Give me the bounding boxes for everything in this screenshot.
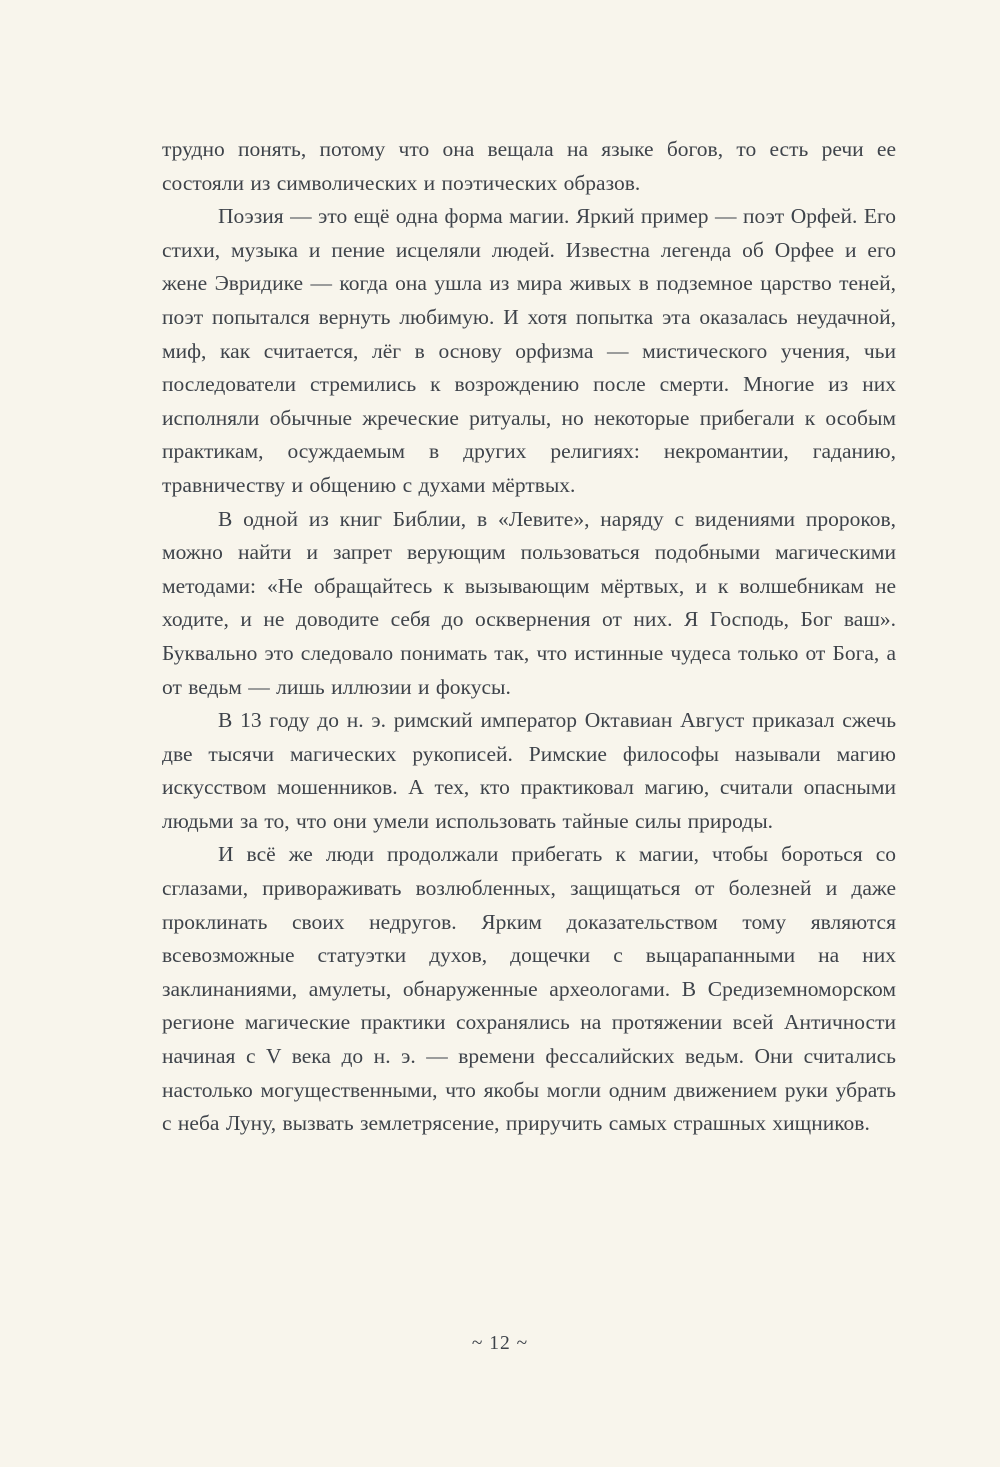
- paragraph: В 13 году до н. э. римский император Октавиан Август приказал сжечь две тысячи магических рукописей. Римские философы называли магию искусством мошенников. А тех, кто практиковал магию, считали опасными людьми за то, что они умели использовать тайные силы природы.: [162, 708, 896, 833]
- paragraph: В одной из книг Библии, в «Левите», наряду с видениями пророков, можно найти и запрет верующим пользоваться подобными магическими методами: «Не обращайтесь к вызывающим мёртвых, и к волшебникам не ходите, и не доводите себя до осквернения от них. Я Господь, Бог ваш». Буквально это следовало понимать так, что истинные чудеса только от Бога, а от ведьм — лишь иллюзии и фокусы.: [162, 506, 896, 699]
- paragraph: И всё же люди продолжали прибегать к магии, чтобы бороться со сглазами, привораживать возлюбленных, защищаться от болезней и даже проклинать своих недругов. Ярким доказательством тому являются всевозможные статуэтки духов, дощечки с выцарапанными на них заклинаниями, амулеты, обнаруженные археологами. В Средиземноморском регионе магические практики сохранялись на протяжении всей Античности начиная с V века до н. э. — времени фессалийских ведьм. Они считались настолько могущественными, что якобы могли одним движением руки убрать с неба Луну, вызвать землетрясение, приручить самых страшных хищников.: [162, 842, 896, 1136]
- paragraph: трудно понять, потому что она вещала на языке богов, то есть речи ее состояли из символических и поэтических образов.: [162, 137, 896, 195]
- paragraph: Поэзия — это ещё одна форма магии. Яркий пример — поэт Орфей. Его стихи, музыка и пение исцеляли людей. Известна легенда об Орфее и его жене Эвридике — когда она ушла из мира живых в подземное царство теней, поэт попытался вернуть любимую. И хотя попытка эта оказалась неудачной, миф, как считается, лёг в основу орфизма — мистического учения, чьи последователи стремились к возрождению после смерти. Многие из них исполняли обычные жреческие ритуалы, но некоторые прибегали к особым практикам, осуждаемым в других религиях: некромантии, гаданию, травничеству и общению с духами мёртвых.: [162, 204, 896, 497]
- page-text: [162, 133, 896, 1141]
- page-number: ~ 12 ~: [471, 1333, 529, 1354]
